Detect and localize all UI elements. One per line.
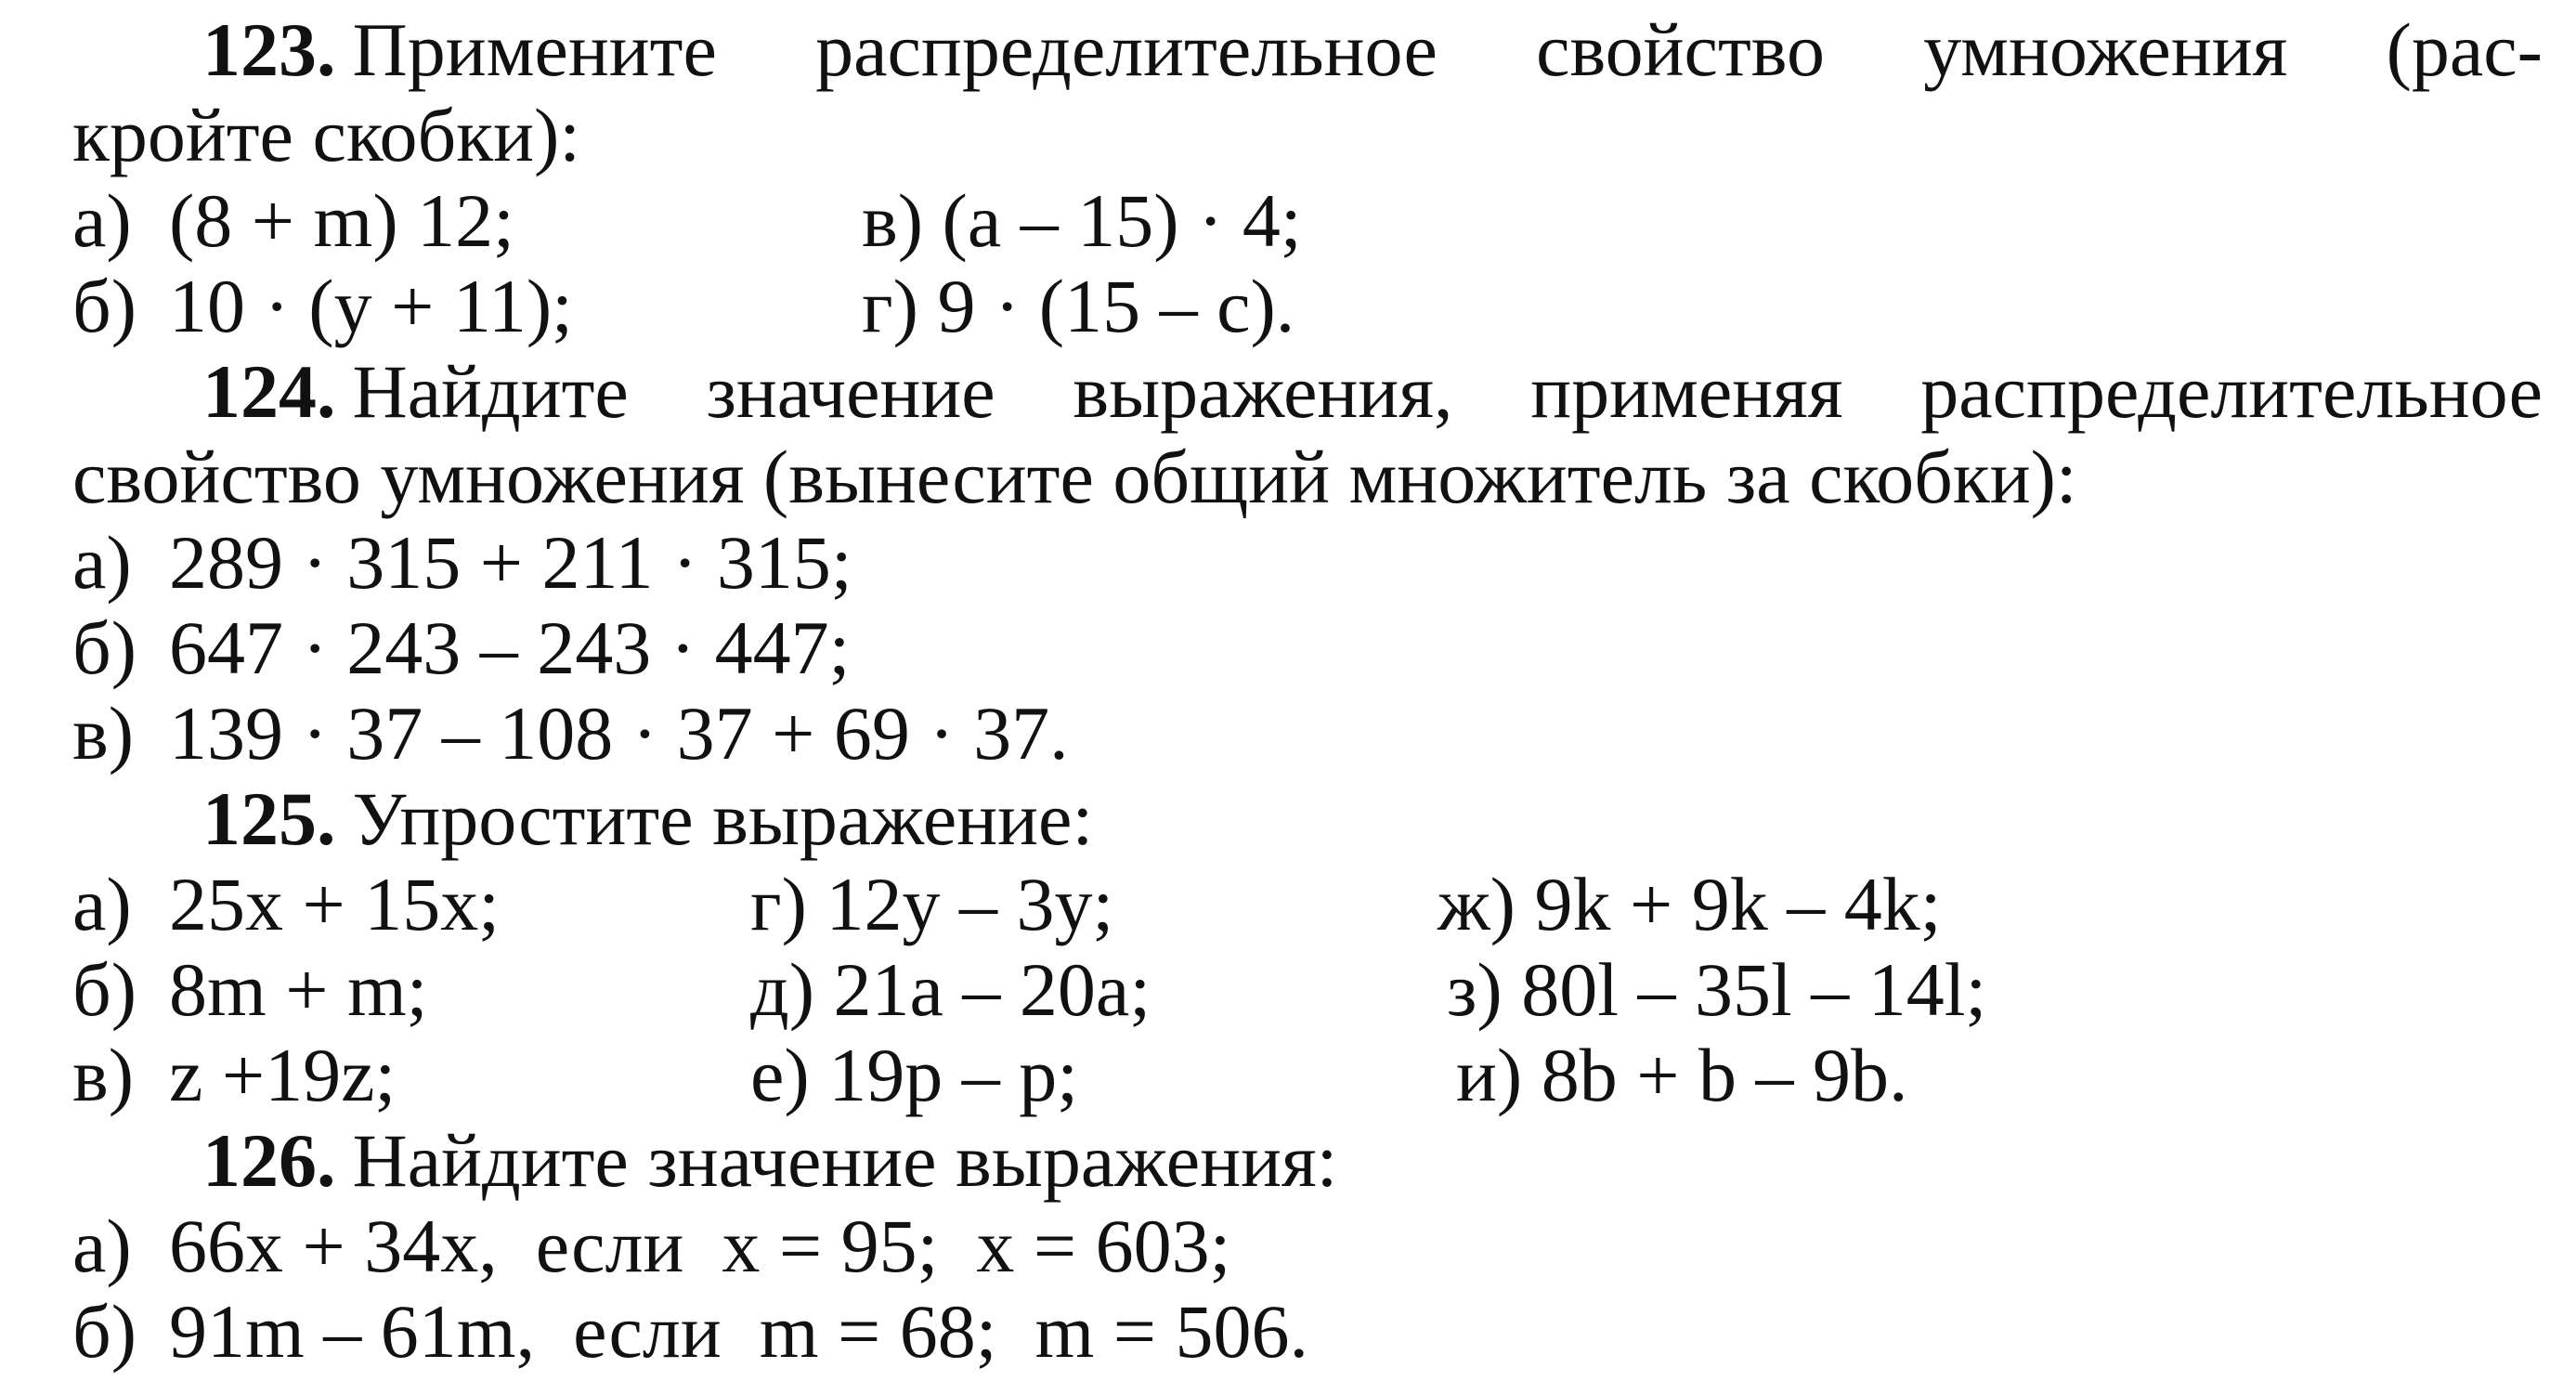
problem-number: 126. <box>202 1118 336 1203</box>
list-item <box>750 862 1113 947</box>
list-item <box>72 1204 2543 1289</box>
problem-124-line2: свойство умножения (вынесите общий множитель за скобки): <box>72 435 2077 519</box>
problem-text-word: свойство <box>1536 7 1825 92</box>
textbook-page <box>72 0 2543 1394</box>
problem-title: Упростите выражение: <box>352 776 1094 861</box>
list-item <box>1456 1033 1907 1118</box>
problem-number: 123. <box>202 7 336 92</box>
problem-number: 125. <box>202 776 336 861</box>
item-expression: z +19z; <box>169 1033 397 1117</box>
item-label: д) <box>750 947 815 1032</box>
item-label: в) <box>72 691 135 775</box>
item-expression: 66x + 34x, если x = 95; x = 603; <box>169 1204 1231 1288</box>
problem-123-line2: кройте скобки): <box>72 93 581 177</box>
problem-124-line1 <box>202 349 2543 435</box>
item-expression: 647 · 243 – 243 · 447; <box>169 606 851 690</box>
problem-text-word: умножения <box>1923 7 2288 92</box>
item-expression: 8b + b – 9b. <box>1541 1033 1908 1117</box>
list-item <box>862 264 1295 349</box>
list-item <box>72 520 2543 606</box>
item-label: в) <box>72 1033 135 1117</box>
item-label: б) <box>72 606 137 690</box>
problem-text-word: распределительное <box>815 7 1438 92</box>
item-expression: 8m + m; <box>169 947 428 1032</box>
item-expression: 139 · 37 – 108 · 37 + 69 · 37. <box>169 691 1069 775</box>
list-item <box>72 1033 396 1118</box>
item-label: и) <box>1456 1033 1523 1117</box>
item-expression: 25x + 15x; <box>169 862 501 946</box>
item-expression: 10 · (y + 11); <box>169 264 573 348</box>
item-label: ж) <box>1438 862 1516 946</box>
problem-text-word: распределительное <box>1920 349 2543 434</box>
list-item <box>72 178 514 264</box>
problem-text-word: Найдите <box>352 349 629 434</box>
item-label: б) <box>72 947 137 1032</box>
item-label: а) <box>72 1204 132 1288</box>
item-expression: 9k + 9k – 4k; <box>1534 862 1942 946</box>
list-item <box>72 862 500 947</box>
item-expression: 12y – 3y; <box>826 862 1114 946</box>
problem-title: Найдите значение выражения: <box>352 1118 1338 1203</box>
list-item <box>1438 862 1942 947</box>
list-item <box>72 606 2543 691</box>
list-item <box>750 1033 1078 1118</box>
item-label: а) <box>72 178 132 263</box>
item-expression: 91m – 61m, если m = 68; m = 506. <box>169 1289 1309 1374</box>
item-expression: (8 + m) 12; <box>169 178 514 263</box>
list-item <box>862 178 1302 264</box>
item-label: б) <box>72 264 137 348</box>
list-item <box>72 691 2543 776</box>
problem-number: 124. <box>202 349 336 434</box>
problem-text-word: значение <box>706 349 995 434</box>
item-expression: 80l – 35l – 14l; <box>1521 947 1987 1032</box>
item-label: а) <box>72 862 132 946</box>
item-label: г) <box>862 264 918 348</box>
item-label: з) <box>1447 947 1503 1032</box>
list-item <box>72 264 573 349</box>
list-item <box>72 947 428 1033</box>
item-expression: 289 · 315 + 211 · 315; <box>169 520 852 605</box>
list-item <box>1447 947 1986 1033</box>
problem-123-line1 <box>202 7 2543 93</box>
problem-text-word: выражения, <box>1073 349 1453 434</box>
item-label: е) <box>750 1033 810 1117</box>
item-label: б) <box>72 1289 137 1374</box>
list-item <box>72 1289 2543 1374</box>
item-label: г) <box>750 862 807 946</box>
item-label: в) <box>862 178 924 263</box>
item-expression: 21a – 20a; <box>833 947 1151 1032</box>
item-expression: (a – 15) · 4; <box>942 178 1302 263</box>
list-item <box>750 947 1151 1033</box>
problem-text-word: (рас- <box>2386 7 2543 92</box>
item-label: а) <box>72 520 132 605</box>
problem-text-word: Примените <box>352 7 717 92</box>
problem-125-title <box>202 776 2543 862</box>
problem-text-word: применяя <box>1530 349 1843 434</box>
item-expression: 9 · (15 – c). <box>937 264 1295 348</box>
item-expression: 19p – p; <box>828 1033 1078 1117</box>
problem-126-title <box>202 1118 2543 1204</box>
